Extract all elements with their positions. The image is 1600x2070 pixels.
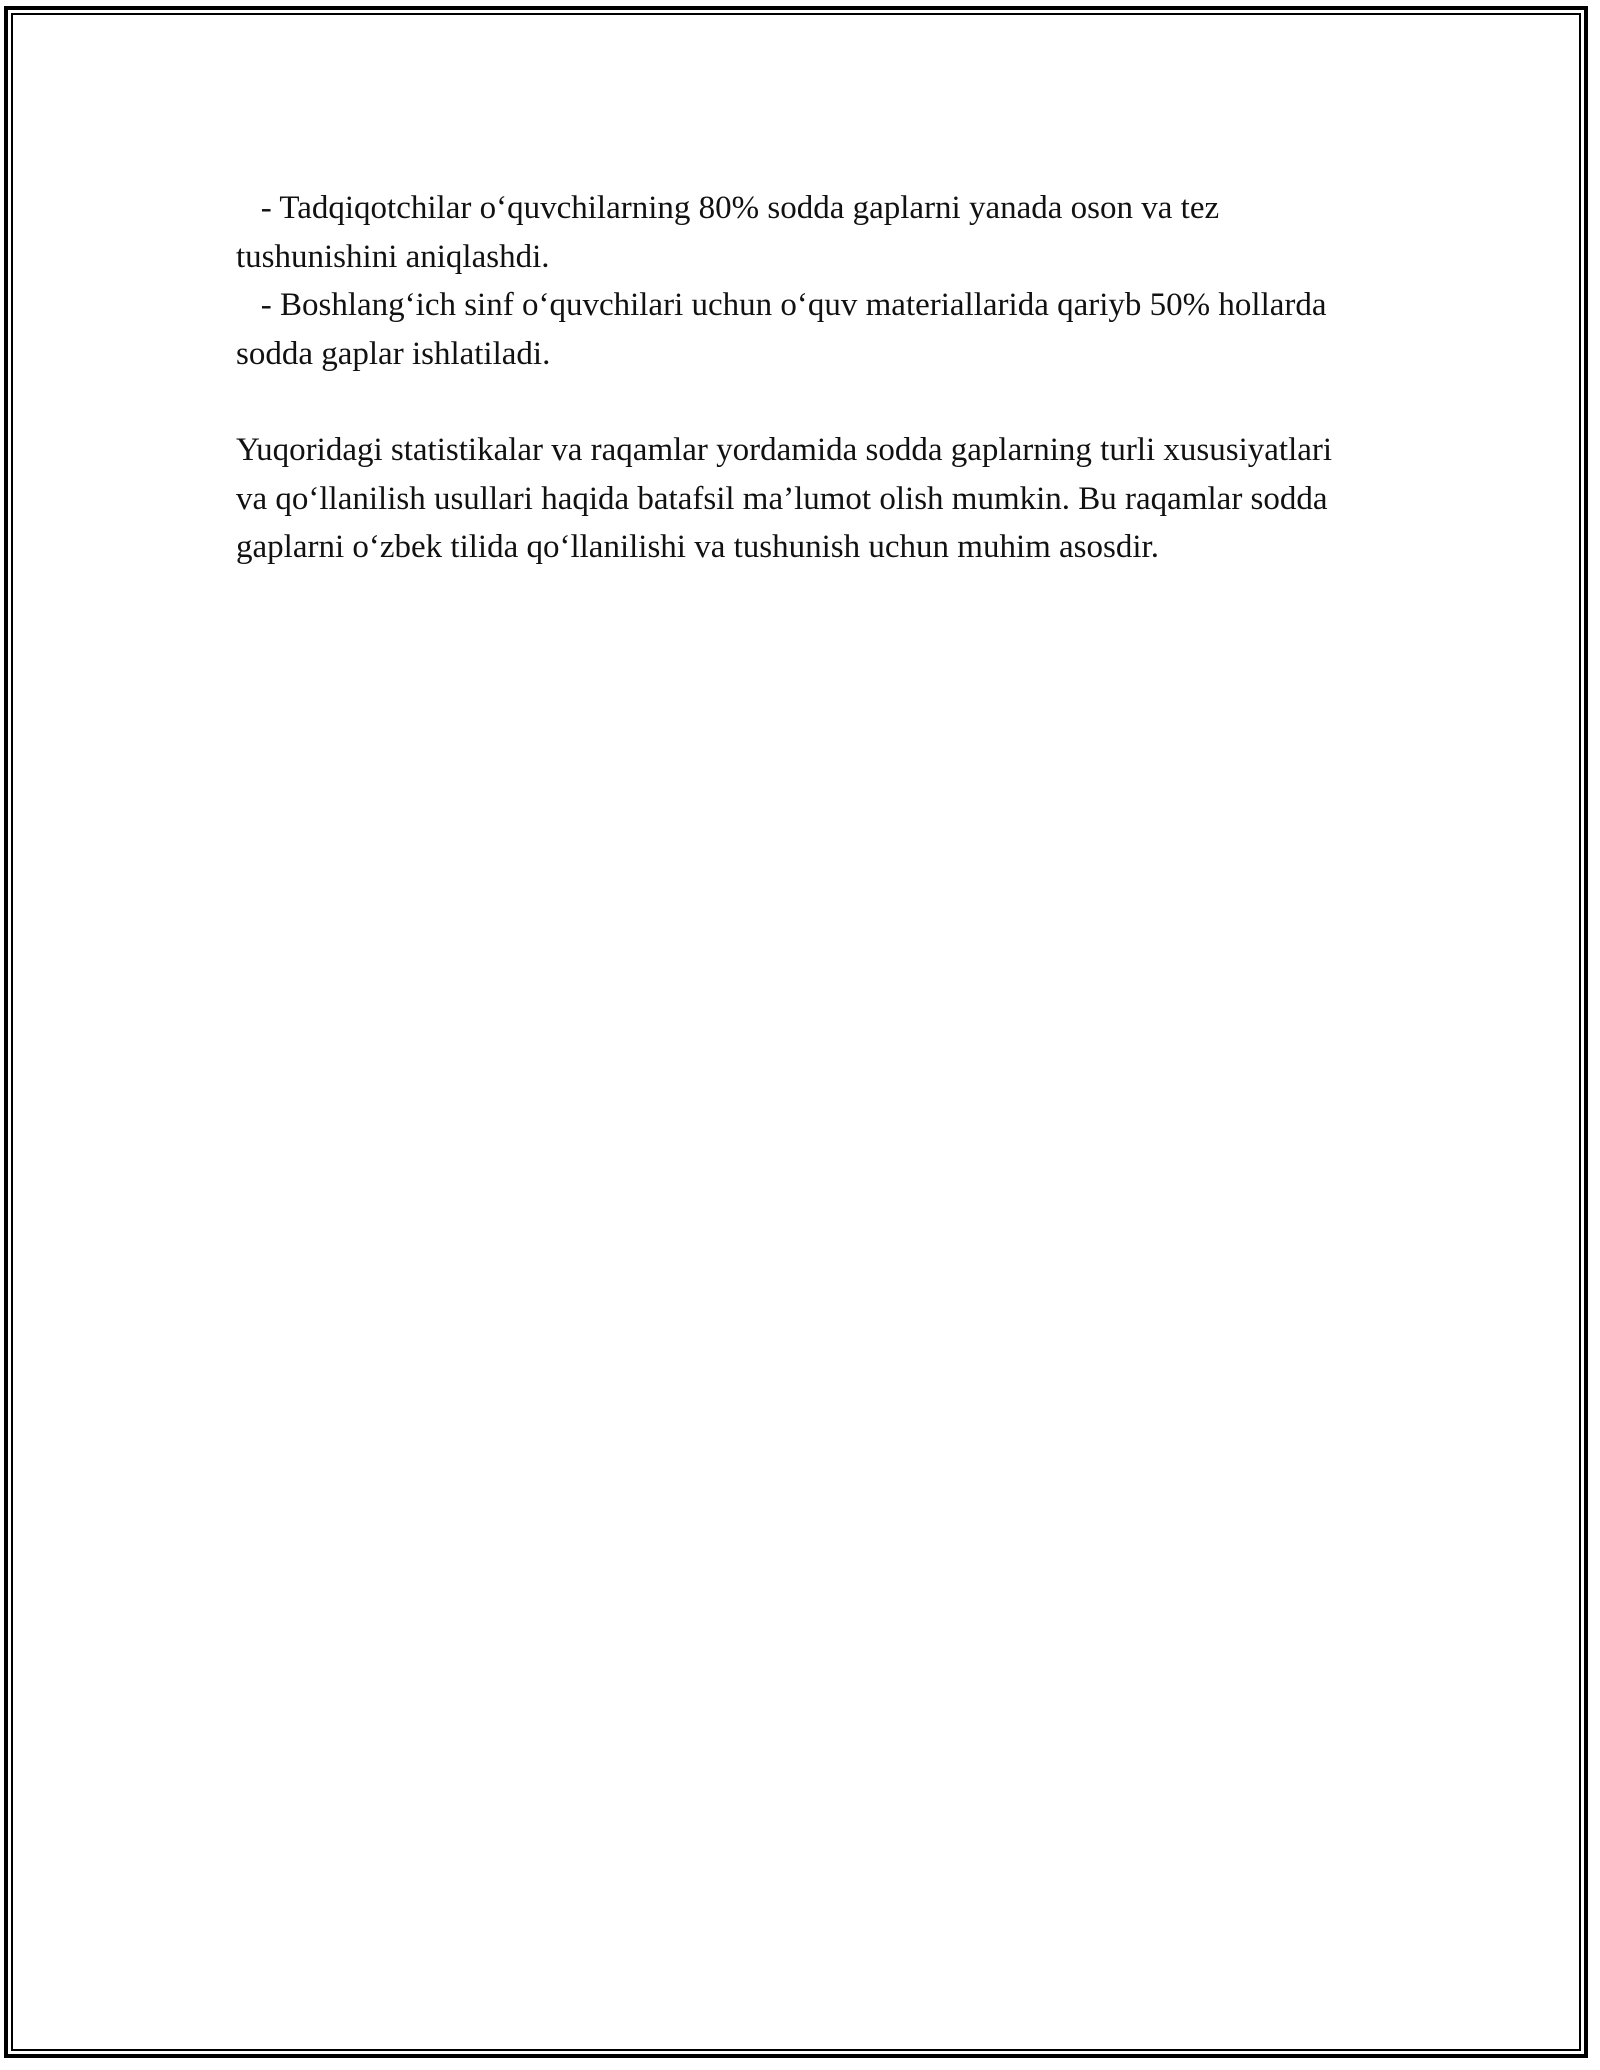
bullet-item-primary-school: - Boshlang‘ich sinf o‘quvchilari uchun o‘quv materiallarida qariyb 50% hollarda sodda gaplar ishlatiladi. (236, 287, 1335, 372)
document-body (236, 184, 1366, 572)
conclusion-paragraph: Yuqoridagi statistikalar va raqamlar yordamida sodda gaplarning turli xususiyatlari va qo‘llanilish usullari haqida batafsil ma’lumot olish mumkin. Bu raqamlar sodda gaplarni o‘zbek tilida qo‘llanilishi va tushunish uchun muhim asosdir. (236, 432, 1341, 565)
bullet-item-research: - Tadqiqotchilar o‘quvchilarning 80% sodda gaplarni yanada oson va tez tushunishini aniqlashdi. (236, 190, 1228, 275)
paragraph-spacer (236, 378, 1366, 426)
